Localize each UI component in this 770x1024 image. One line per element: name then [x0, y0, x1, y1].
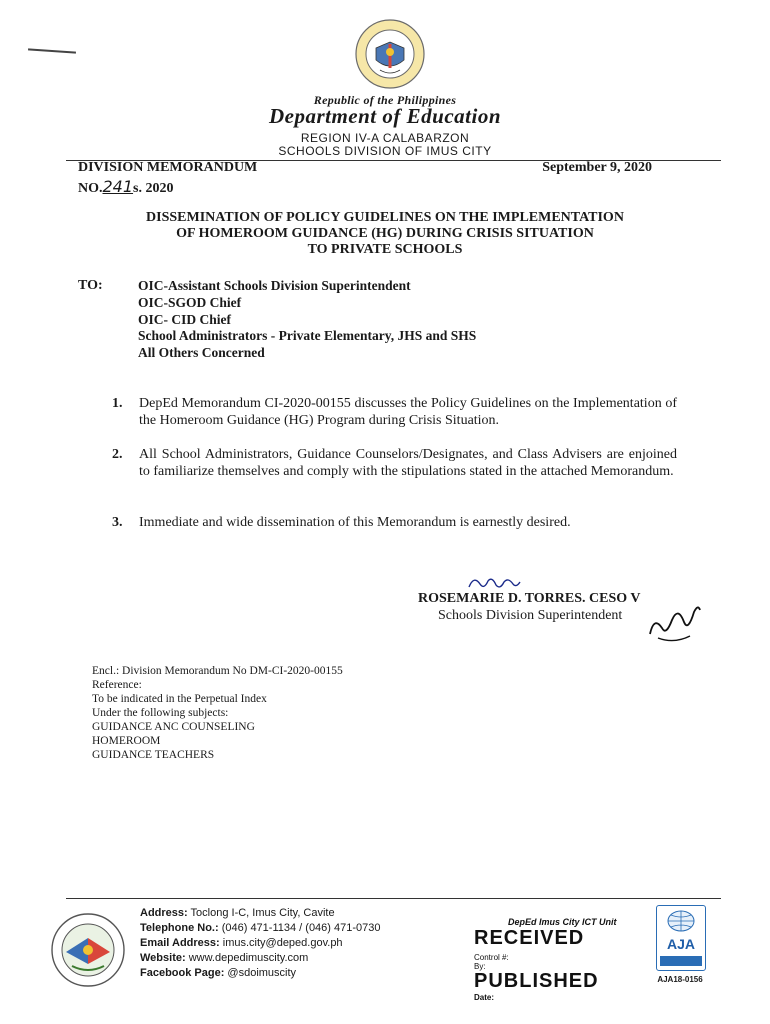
- paragraph-text: All School Administrators, Guidance Counselors/Designates, and Class Advisers are enjoined to familiarize themselves and comply with the stipulations stated in the attached Memorandum.: [139, 447, 677, 479]
- signatory-name: ROSEMARIE D. TORRES. CESO V: [418, 591, 641, 606]
- body-paragraph: [112, 514, 677, 531]
- stamp-received: RECEIVED: [474, 927, 585, 949]
- aja-badge-strip: [660, 956, 702, 966]
- enclosure-line: HOMEROOM: [92, 735, 161, 747]
- body-paragraph: [112, 446, 677, 480]
- recipient-item: OIC-SGOD Chief: [138, 294, 242, 310]
- stamp-control: Control #:: [474, 953, 509, 962]
- memo-number-value: 241: [102, 177, 134, 196]
- deped-seal-icon: [354, 18, 426, 90]
- department-heading: Department of Education: [268, 104, 501, 128]
- recipient-list: [138, 278, 476, 362]
- globe-icon: [666, 910, 696, 932]
- enclosure-line: Encl.: Division Memorandum No DM-CI-2020-00155: [92, 665, 343, 677]
- subject-line: TO PRIVATE SCHOOLS: [307, 242, 463, 257]
- facebook-row: [140, 966, 381, 981]
- website-label: Website:: [140, 952, 186, 964]
- recipient-item: School Administrators - Private Elementary, JHS and SHS: [138, 328, 477, 344]
- signatory-title: Schools Division Superintendent: [438, 608, 623, 623]
- address-value: Toclong I-C, Imus City, Cavite: [190, 907, 335, 919]
- memo-number: [78, 177, 174, 197]
- recipient-item: OIC- CID Chief: [138, 311, 231, 327]
- telephone-row: [140, 921, 381, 936]
- memo-number-prefix: NO.: [78, 181, 103, 196]
- scan-artifact-line: [28, 48, 76, 53]
- enclosure-block: [92, 664, 343, 762]
- facebook-label: Facebook Page:: [140, 967, 225, 979]
- email-value: imus.city@deped.gov.ph: [222, 937, 343, 949]
- paragraph-number: 1.: [112, 396, 123, 411]
- memo-date: September 9, 2020: [542, 160, 652, 175]
- facebook-value: @sdoimuscity: [227, 967, 297, 979]
- telephone-label: Telephone No.:: [140, 922, 219, 934]
- stamp-date: Date:: [474, 993, 495, 1002]
- stamp-by: By:: [474, 962, 486, 971]
- memo-number-suffix: s. 2020: [133, 181, 174, 196]
- paragraph-number: 2.: [112, 447, 123, 462]
- memo-type: DIVISION MEMORANDUM: [78, 160, 258, 175]
- republic-heading: Republic of the Philippines: [313, 93, 457, 107]
- recipient-item: All Others Concerned: [138, 345, 265, 361]
- website-row: [140, 951, 381, 966]
- division-seal-icon: [50, 912, 126, 988]
- enclosure-line: Under the following subjects:: [92, 707, 229, 719]
- stamp-published: PUBLISHED: [474, 970, 599, 992]
- paragraph-number: 3.: [112, 515, 123, 530]
- aja-certification-badge: [656, 905, 706, 971]
- contact-info: [140, 906, 381, 981]
- footer-divider: [66, 898, 721, 899]
- division-heading: SCHOOLS DIVISION OF IMUS CITY: [278, 144, 492, 158]
- stamp-office: DepEd Imus City ICT Unit: [508, 917, 617, 927]
- subject-line: OF HOMEROOM GUIDANCE (HG) DURING CRISIS SITUATION: [176, 226, 594, 241]
- memo-subject: [80, 210, 690, 258]
- received-stamp: [472, 917, 617, 1003]
- enclosure-line: Reference:: [92, 679, 142, 691]
- website-value: www.depedimuscity.com: [188, 952, 309, 964]
- certification-code: AJA18-0156: [657, 975, 703, 984]
- recipient-item: OIC-Assistant Schools Division Superintendent: [138, 278, 411, 293]
- aja-badge-text: AJA: [666, 936, 695, 952]
- email-label: Email Address:: [140, 937, 220, 949]
- enclosure-line: GUIDANCE ANC COUNSELING: [92, 721, 255, 733]
- region-heading: REGION IV-A CALABARZON: [300, 131, 470, 145]
- to-label: TO:: [78, 278, 103, 293]
- address-label: Address:: [140, 907, 188, 919]
- address-row: [140, 906, 381, 921]
- email-row: [140, 936, 381, 951]
- paragraph-text: DepEd Memorandum CI-2020-00155 discusses the Policy Guidelines on the Implementation of the Homeroom Guidance (HG) Program during Crisis Situation.: [139, 396, 677, 428]
- subject-line: DISSEMINATION OF POLICY GUIDELINES ON THE IMPLEMENTATION: [146, 210, 624, 225]
- paragraph-text: Immediate and wide dissemination of this Memorandum is earnestly desired.: [139, 515, 571, 530]
- body-paragraph: [112, 395, 677, 429]
- enclosure-line: GUIDANCE TEACHERS: [92, 749, 215, 761]
- initials-scribble: [644, 598, 704, 646]
- telephone-value: (046) 471-1134 / (046) 471-0730: [221, 922, 381, 934]
- enclosure-line: To be indicated in the Perpetual Index: [92, 693, 267, 705]
